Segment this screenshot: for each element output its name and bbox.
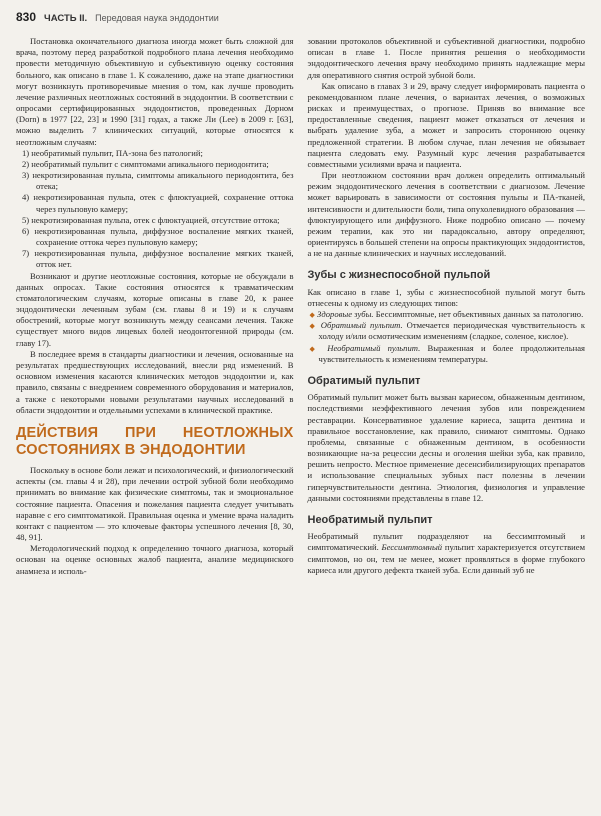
part-title: Передовая наука эндодонтии	[95, 13, 219, 23]
list-item	[308, 343, 586, 365]
subheading-irreversible-pulpitis: Необратимый пульпит	[307, 513, 433, 526]
text-run: пульпит характеризуется отсутствием симптомов, но он, тем не менее, может проявляться в форме глубокого кариеса или другого дефекта тканей зуба. Если данный зуб не	[307, 542, 586, 575]
list-term: Необратимый пульпит.	[327, 342, 421, 353]
page-number: 830	[16, 10, 37, 24]
section-heading: ДЕЙСТВИЯ ПРИ НЕОТЛОЖНЫХ СОСТОЯНИЯХ В ЭНДОДОНТИИ	[16, 424, 294, 458]
list-text: Выраженная и более продолжительная чувствительность к изменениям температуры.	[318, 342, 586, 364]
paragraph: зовании протоколов объективной и субъективной диагностики, подробно описан в главе 1. После принятия решения о необходимости эндодонтического лечения врачу необходимо принять надлежащие меры для оперативного снятия острой зубной боли.	[307, 36, 585, 80]
list-term: Здоровые зубы.	[317, 309, 374, 320]
list-item: 4) некротизированная пульпа, отек с флюктуацией, сохранение оттока через пульповую камеру;	[22, 192, 294, 214]
subheading-vital-pulp: Зубы с жизнеспособной пульпой	[307, 269, 491, 282]
list-term: Обратимый пульпит.	[320, 320, 403, 331]
list-text: Бессимптомные, нет объективных данных за патологию.	[373, 309, 584, 320]
paragraph: Возникают и другие неотложные состояния, которые не обсуждали в данных опросах. Такие состояния относятся к травматическим стоматологическим случаям, которые описаны в главе 20, к ранее эндодонтически леченным зубам (см. главы 8 и 19) и к случаям обострений, которые могут возникнуть между сеансами лечения. Также существует много видов лицевых болей неодонтогенной природы (см. главу 17).	[16, 270, 294, 348]
paragraph: Обратимый пульпит может быть вызван кариесом, обнаженным дентином, последствиями неэффективного лечения зубов или повреждением реставрации. Консервативное удаление кариеса, защита дентина и правильное восстановление, как правило, снимают симптомы. Однако проблемы, связанные с обнаженным дентином, в особенности возникающие на-за рецессии десны и оголения шейки зуба, как правило, решить непросто. Местное применение десенсибилизирующих препаратов и использование специальных зубных паст полезны в лечении гиперчувствительности дентина. Этиология, физиология и управление данными состояниями представлены в главе 12.	[307, 392, 585, 503]
list-text: Отмечается периодическая чувствительность к холоду и/или осмотическим изменениям (сладкое, соленое, кислое).	[318, 320, 586, 342]
list-item: 7) некротизированная пульпа, диффузное воспаление мягких тканей, отток нет.	[22, 248, 294, 270]
subheading-reversible-pulpitis: Обратимый пульпит	[307, 374, 421, 387]
list-item: 5) некротизированная пульпа, отек с флюктуацией, отсутствие оттока;	[22, 214, 280, 225]
list-item: 3) некротизированная пульпа, симптомы апикального периодонтита, без отека;	[22, 170, 294, 192]
right-column	[308, 36, 586, 577]
list-item: 2) необратимый пульпит с симптомами апикального периодонтита;	[22, 158, 269, 169]
diamond-bullet-icon: ◆	[309, 322, 317, 331]
emergency-case-list	[16, 148, 294, 271]
paragraph: В последнее время в стандарты диагностики и лечения, основанные на результатах предшествующих исследований, внесли ряд изменений. В основном изменения касаются клинических методов эндодонтии и, как правило, связаны с внедрением современного оборудования и материалов, а также с некоторыми новыми результатами научных исследований в области эндодонтии и отдельными успехами в клинической практике.	[16, 348, 294, 415]
list-item	[308, 309, 586, 320]
paragraph: Постановка окончательного диагноза иногда может быть сложной для врача, поэтому перед разработкой подробного плана лечения необходимо провести методичную объективную и субъективную оценку состояния больного, как описано в главе 1. К сожалению, даже на этапе диагностики могут возникнуть противоречивые мнения о том, как лучше проводить лечение различных неотложных состояний в эндодонтии. В соответствии с опросами сертифицированных эндодонтистов, проведенных Дорном (Dorn) в 1977 [22, 23] и 1990 [31] годах, а также Ли (Lee) в 2009 г. [63], можно выделить 7 клинических ситуаций, которые относятся к неотложным случаям:	[16, 36, 294, 147]
paragraph: Методологический подход к определению точного диагноза, который основан на оценке основных жалоб пациента, анализе медицинского анамнеза и исполь-	[16, 543, 294, 576]
pulp-type-list	[308, 309, 586, 365]
list-item: 1) необратимый пульпит, ПА-зона без патологий;	[22, 147, 203, 158]
paragraph: Как описано в главе 1, зубы с жизнеспособной пульпой могут быть отнесены к одному из следующих типов:	[307, 286, 585, 308]
list-item	[308, 320, 586, 342]
paragraph: Как описано в главах 3 и 29, врачу следует информировать пациента о рекомендованном плане лечения, о вариантах лечения, о возможных рисках и преимуществах, о прогнозе. Приняв во внимание все предоставленные сведения, пациент может отказаться от лечения и выбрать удаление зуба, а может и запросить стороннюю оценку предложенной стратегии. В любом случае, план лечения не обязывает пациента следовать ему. Разумный курс лечения разрабатывается совместными усилиями врача и пациента.	[307, 80, 585, 169]
italic-term: Бессимптомный	[381, 542, 443, 553]
list-item: 6) некротизированная пульпа, диффузное воспаление мягких тканей, сохранение оттока через пульповую камеру;	[22, 225, 294, 248]
paragraph: Поскольку в основе боли лежат и психологический, и физиологический аспекты (см. главы 4 и 28), при лечении острой зубной боли необходимо принимать во внимание как физические симптомы, так и эмоциональное состояние пациента. Опасения и пожелания пациента следует учитывать наравне с его симптоматикой. Правильная оценка и умение врача наладить контакт с пациентом — это ключевые факторы успешного лечения [8, 30, 48, 91].	[16, 465, 294, 543]
paragraph: При неотложном состоянии врач должен определить оптимальный режим эндодонтического лечения в соответствии с диагнозом. Лечение может варьировать в зависимости от состояния пульпы и ПА-тканей, интенсивности и длительности боли, типа опухолевидного образования — флюктуирующего или диффузного. Ниже подробно описано — почему режим терапии, как это ни парадоксально, автору определяют, ориентируясь в большей степени на опросы практикующих эндодонтистов, а не на данные клинических и научных исследований.	[307, 170, 585, 259]
two-column-body	[16, 36, 585, 577]
paragraph	[308, 531, 586, 576]
diamond-bullet-icon: ◆	[309, 311, 315, 320]
text-run: Необратимый пульпит подразделяют на бессимптомный и симптоматический.	[307, 531, 585, 553]
left-column	[16, 36, 294, 577]
diamond-bullet-icon: ◆	[309, 344, 320, 353]
running-header	[16, 10, 585, 28]
part-label: ЧАСТЬ II.	[44, 13, 88, 24]
